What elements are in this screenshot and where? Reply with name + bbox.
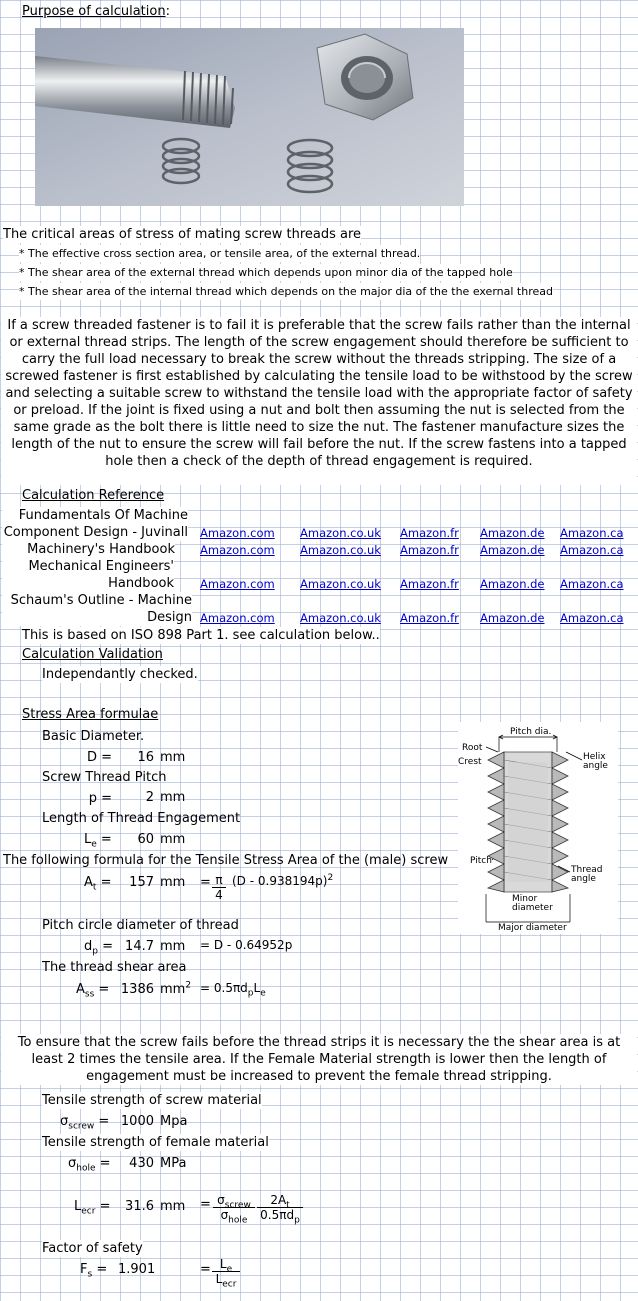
sigma-screw-symbol: $\sigma_{screw}$ = xyxy=(60,1114,110,1132)
pitch-label-diagram: Pitch xyxy=(470,856,492,866)
Fs-symbol: $F_s$ = xyxy=(80,1262,108,1280)
iso-note: This is based on ISO 898 Part 1. see calculation below.. xyxy=(22,628,380,643)
helix-label: Helix xyxy=(583,752,606,762)
stress-ratio-fraction: $\sigma_{screw}$ $\sigma_{hole}$ xyxy=(213,1193,255,1222)
Le-value: 60 xyxy=(137,832,154,847)
thread-angle-label: Thread xyxy=(571,865,603,875)
store-link[interactable]: Amazon.ca xyxy=(560,526,624,540)
thread-diagram xyxy=(458,722,618,934)
intro-lead: The critical areas of stress of mating screw threads are xyxy=(3,227,362,242)
D-value: 16 xyxy=(137,750,154,765)
Lecr-unit: mm xyxy=(160,1199,186,1214)
store-link[interactable]: Amazon.ca xyxy=(560,577,624,591)
area-ratio-fraction: $2A_t$ $0.5\pi d_p$ xyxy=(257,1193,303,1222)
store-link[interactable]: Amazon.com xyxy=(200,543,275,557)
tensile-formula-text: The following formula for the Tensile Stress Area of the (male) screw xyxy=(3,853,449,868)
safety-factor-label: Factor of safety xyxy=(42,1241,143,1256)
p-symbol: p = xyxy=(88,791,112,806)
Fs-value: 1.901 xyxy=(118,1262,156,1277)
shear-area-label: The thread shear area xyxy=(42,960,187,975)
Le-symbol: $L_e$ = xyxy=(84,832,112,850)
helix-label-2: angle xyxy=(583,761,608,771)
Ass-unit: $mm^2$ xyxy=(160,980,192,997)
store-link[interactable]: Amazon.co.uk xyxy=(300,611,381,625)
validation-text: Independantly checked. xyxy=(42,667,198,682)
book-title: Mechanical Engineers' Handbook xyxy=(2,558,174,592)
dp-value: 14.7 xyxy=(125,939,154,954)
stress-heading: Stress Area formulae xyxy=(22,707,159,722)
sigma-hole-symbol: $\sigma_{hole}$ = xyxy=(68,1156,111,1174)
ensure-paragraph: To ensure that the screw fails before the thread strips it is necessary the the shear area is at least 2 times the tensile area. If the Female Material strength is lower then the length of engagement must be increased to prevent the female thread stripping. xyxy=(1,1034,637,1085)
sigma-screw-value: 1000 xyxy=(120,1114,154,1129)
dp-formula: = D - 0.64952p xyxy=(200,938,293,952)
At-formula-equals: = xyxy=(200,875,211,890)
reference-heading: Calculation Reference xyxy=(22,488,165,503)
D-symbol: D = xyxy=(86,750,112,765)
stripped-thread-photo xyxy=(35,28,464,206)
thread-angle-label-2: angle xyxy=(571,874,596,884)
store-link[interactable]: Amazon.de xyxy=(480,526,545,540)
intro-bullet: * The shear area of the external thread which depends upon minor dia of the tapped hole xyxy=(19,266,513,279)
explanation-paragraph: If a screw threaded fastener is to fail it is preferable that the screw fails rather than the internal or external thread strips. The length of the screw engagement should therefore be sufficient to carry the full load necessary to break the screw without the threads stripping. The size of a screwed fastener is first established by calculating the tensile load to be withstood by the screw and selecting a suitable screw to withstand the tensile load with the appropriate factor of safety or preload. If the joint is fixed using a nut and bolt then assuming the nut is selected from the same grade as the bolt there is little need to size the nut. The fastener manufacture sizes the length of the nut to ensure the screw will fail before the nut. If the screw fastens into a tapped hole then a check of the depth of thread engagement is required. xyxy=(1,317,637,485)
screw-strength-label: Tensile strength of screw material xyxy=(42,1093,262,1108)
At-formula-body: (D - 0.938194p)$^2$ xyxy=(232,873,334,888)
store-link[interactable]: Amazon.de xyxy=(480,543,545,557)
sigma-hole-value: 430 xyxy=(129,1156,154,1171)
store-link[interactable]: Amazon.com xyxy=(200,611,275,625)
At-value: 157 xyxy=(129,875,154,890)
basic-diameter-label: Basic Diameter. xyxy=(42,729,145,744)
At-symbol: $A_t$ = xyxy=(84,875,112,893)
Lecr-formula-equals: = xyxy=(200,1197,211,1212)
Ass-symbol: $A_{ss}$ = xyxy=(76,982,110,1000)
At-unit: mm xyxy=(160,875,186,890)
crest-label: Crest xyxy=(458,757,482,767)
major-diameter-label: Major diameter xyxy=(498,923,567,933)
store-link[interactable]: Amazon.co.uk xyxy=(300,543,381,557)
p-value: 2 xyxy=(145,790,154,805)
store-link[interactable]: Amazon.fr xyxy=(400,577,459,591)
engagement-label: Length of Thread Engagement xyxy=(42,811,241,826)
book-title: Schaum's Outline - Machine Design xyxy=(2,592,192,626)
store-link[interactable]: Amazon.ca xyxy=(560,611,624,625)
minor-label-2: diameter xyxy=(512,903,553,913)
Lecr-value: 31.6 xyxy=(125,1199,154,1214)
pi-over-4-fraction: $\frac{\pi}{4}$ xyxy=(212,873,226,902)
store-link[interactable]: Amazon.co.uk xyxy=(300,526,381,540)
dp-symbol: $d_p$ = xyxy=(84,939,114,957)
store-link[interactable]: Amazon.de xyxy=(480,577,545,591)
thread-profile xyxy=(488,752,568,892)
store-link[interactable]: Amazon.ca xyxy=(560,543,624,557)
store-link[interactable]: Amazon.co.uk xyxy=(300,577,381,591)
female-strength-label: Tensile strength of female material xyxy=(42,1135,269,1150)
store-link[interactable]: Amazon.fr xyxy=(400,543,459,557)
pitch-label: Screw Thread Pitch xyxy=(42,770,167,785)
sigma-screw-unit: Mpa xyxy=(160,1114,188,1129)
validation-heading: Calculation Validation xyxy=(22,647,163,662)
book-title: Fundamentals Of Machine Component Design - Juvinall xyxy=(3,508,188,540)
dp-unit: mm xyxy=(160,939,186,954)
pitch-dia-label: Pitch dia. xyxy=(510,727,552,737)
store-link[interactable]: Amazon.fr xyxy=(400,526,459,540)
minor-label: Minor xyxy=(512,894,538,904)
store-link[interactable]: Amazon.com xyxy=(200,526,275,540)
Fs-formula-equals: = xyxy=(200,1262,211,1277)
p-unit: mm xyxy=(160,790,186,805)
Lecr-symbol: $L_{ecr}$ = xyxy=(74,1199,111,1217)
store-link[interactable]: Amazon.de xyxy=(480,611,545,625)
intro-bullet: * The shear area of the internal thread which depends on the major dia of the the exernal thread xyxy=(19,285,553,298)
book-title: Machinery's Handbook xyxy=(2,541,175,558)
D-unit: mm xyxy=(160,750,186,765)
store-link[interactable]: Amazon.com xyxy=(200,577,275,591)
pcd-label: Pitch circle diameter of thread xyxy=(42,918,239,933)
purpose-heading: Purpose of calculation: xyxy=(22,4,170,19)
safety-factor-fraction: $L_e$ $L_{ecr}$ xyxy=(212,1257,240,1286)
intro-bullet: * The effective cross section area, or tensile area, of the external thread. xyxy=(19,247,421,260)
Ass-formula: = $0.5\pi d_pL_e$ xyxy=(200,981,266,999)
Ass-value: 1386 xyxy=(120,982,154,997)
root-label: Root xyxy=(462,743,483,753)
sigma-hole-unit: MPa xyxy=(160,1156,187,1171)
store-link[interactable]: Amazon.fr xyxy=(400,611,459,625)
Le-unit: mm xyxy=(160,832,186,847)
